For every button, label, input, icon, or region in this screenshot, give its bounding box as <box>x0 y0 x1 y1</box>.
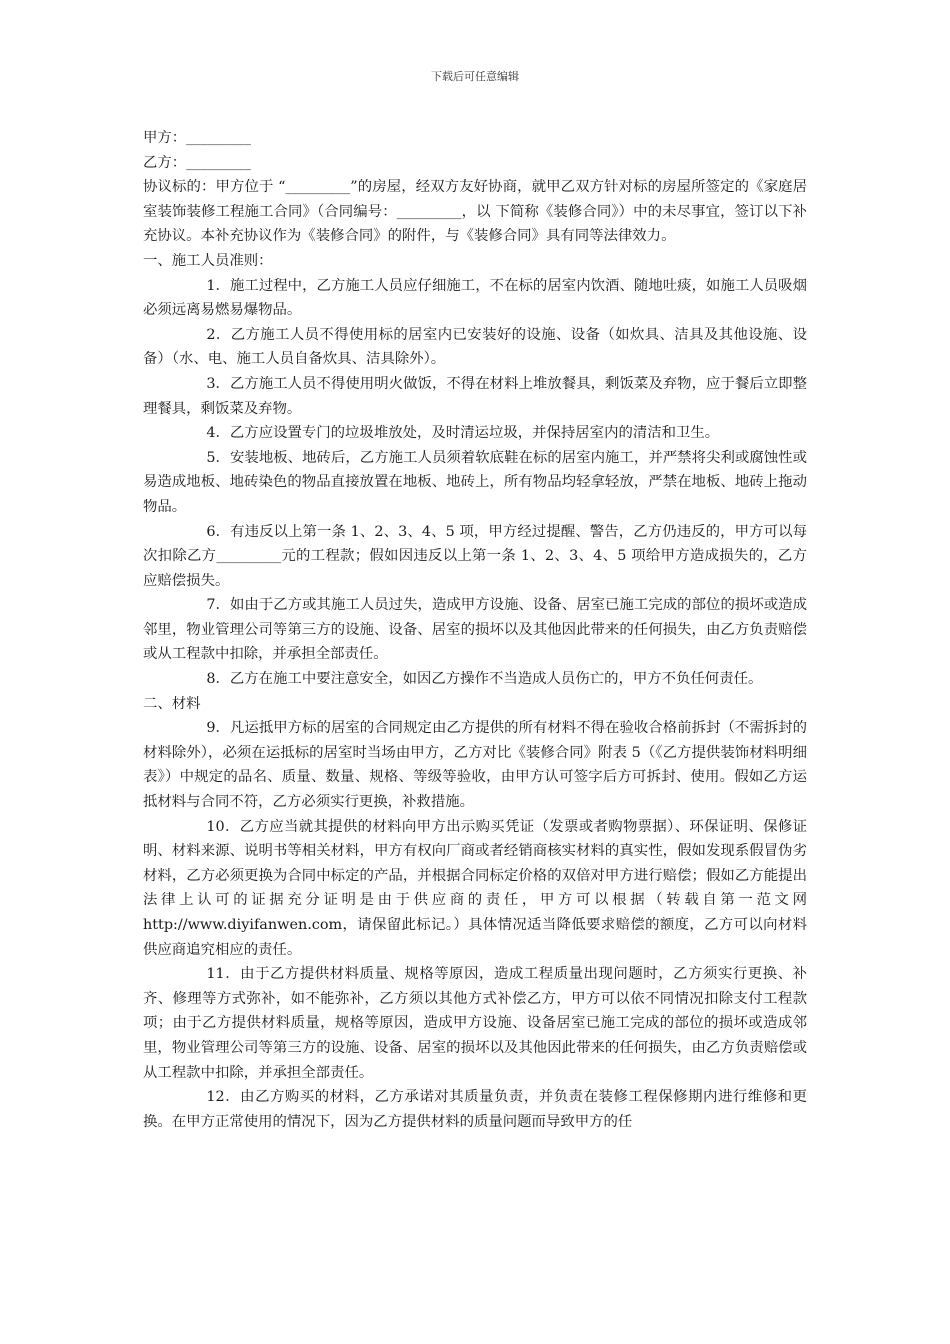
clause-9: 9．凡运抵甲方标的居室的合同规定由乙方提供的所有材料不得在验收合格前拆封（不需拆封的材料除外），必须在运抵标的居室时当场由甲方，乙方对比《装修合同》附表 5（《乙方提供装饰材料明细表》）中规定的品名、质量、数量、规格、等级等验收，由甲方认可签字后方可拆封、使用。假如乙方运抵材料与合同不符，乙方必须实行更换，补救措施。 <box>143 720 807 811</box>
page-header-note: 下载后可任意编辑 <box>431 70 519 83</box>
clause-10: 10．乙方应当就其提供的材料向甲方出示购买凭证（发票或者购物票据）、环保证明、保修证明、材料来源、说明书等相关材料，甲方有权向厂商或者经销商核实材料的真实性，假如发现系假冒伪劣材料，乙方必须更换为合同中标定的产品，并根据合同标定价格的双倍对甲方进行赔偿；假如乙方能提出法律上认可的证据充分证明是由于供应商的责任，甲方可以根据（转载自第一范文网 http://www.diyifanwen.com，请保留此标记。）具体情况适当降低要求赔偿的额度，乙方可以向材料供应商追究相应的责任。 <box>143 818 807 958</box>
party-b-line: 乙方：_________ <box>143 154 251 171</box>
clause-1: 1．施工过程中，乙方施工人员应仔细施工，不在标的居室内饮酒、随地吐痰，如施工人员吸烟必须远离易燃易爆物品。 <box>143 277 807 319</box>
document-body <box>143 126 807 1134</box>
clause-12: 12．由乙方购买的材料，乙方承诺对其质量负责，并负责在装修工程保修期内进行维修和更换。在甲方正常使用的情况下，因为乙方提供材料的质量问题而导致甲方的任 <box>143 1089 807 1130</box>
clause-3: 3．乙方施工人员不得使用明火做饭，不得在材料上堆放餐具，剩饭菜及弃物，应于餐后立即整理餐具，剩饭菜及弃物。 <box>143 375 807 417</box>
section-title-workers: 一、施工人员准则： <box>143 252 273 269</box>
clause-5: 5．安装地板、地砖后，乙方施工人员须着软底鞋在标的居室内施工，并严禁将尖利或腐蚀性或易造成地板、地砖染色的物品直接放置在地板、地砖上，所有物品均轻拿轻放，严禁在地板、地砖上拖动物品。 <box>143 449 807 515</box>
agreement-intro: 协议标的：甲方位于 “_________”的房屋，经双方友好协商，就甲乙双方针对标的房屋所签定的《家庭居室装饰装修工程施工合同》（合同编号：_________，以 下简称《装修合同》）中的未尽事宜，签订以下补充协议。本补充协议作为《装修合同》的附件，与《装修合同》具有同等法律效力。 <box>143 179 807 245</box>
clause-7: 7．如由于乙方或其施工人员过失，造成甲方设施、设备、居室已施工完成的部位的损坏或造成邻里，物业管理公司等第三方的设施、设备、居室的损坏以及其他因此带来的任何损失，由乙方负责赔偿或从工程款中扣除，并承担全部责任。 <box>143 597 807 663</box>
clause-2: 2．乙方施工人员不得使用标的居室内已安装好的设施、设备（如炊具、洁具及其他设施、设备）（水、电、施工人员自备炊具、洁具除外）。 <box>143 326 807 368</box>
party-a-line: 甲方：_________ <box>143 130 251 146</box>
clause-11: 11．由于乙方提供材料质量、规格等原因，造成工程质量出现问题时，乙方须实行更换、补齐、修理等方式弥补，如不能弥补，乙方须以其他方式补偿乙方，甲方可以依不同情况扣除支付工程款项；由于乙方提供材料质量，规格等原因，造成甲方设施、设备居室已施工完成的部位的损坏或造成邻里，物业管理公司等第三方的设施、设备、居室的损坏以及其他因此带来的任何损失，由乙方负责赔偿或从工程款中扣除，并承担全部责任。 <box>143 966 807 1081</box>
clause-8: 8．乙方在施工中要注意安全，如因乙方操作不当造成人员伤亡的，甲方不负任何责任。 <box>206 671 763 688</box>
section-title-materials: 二、材料 <box>143 695 201 712</box>
clause-6: 6．有违反以上第一条 1、2、3、4、5 项，甲方经过提醒、警告，乙方仍违反的，甲方可以每次扣除乙方_________元的工程款；假如因违反以上第一条 1、2、3、4、5 项给甲方造成损失的，乙方应赔偿损失。 <box>143 523 807 589</box>
clause-4: 4．乙方应设置专门的垃圾堆放处，及时清运垃圾，并保持居室内的清洁和卫生。 <box>206 425 720 442</box>
